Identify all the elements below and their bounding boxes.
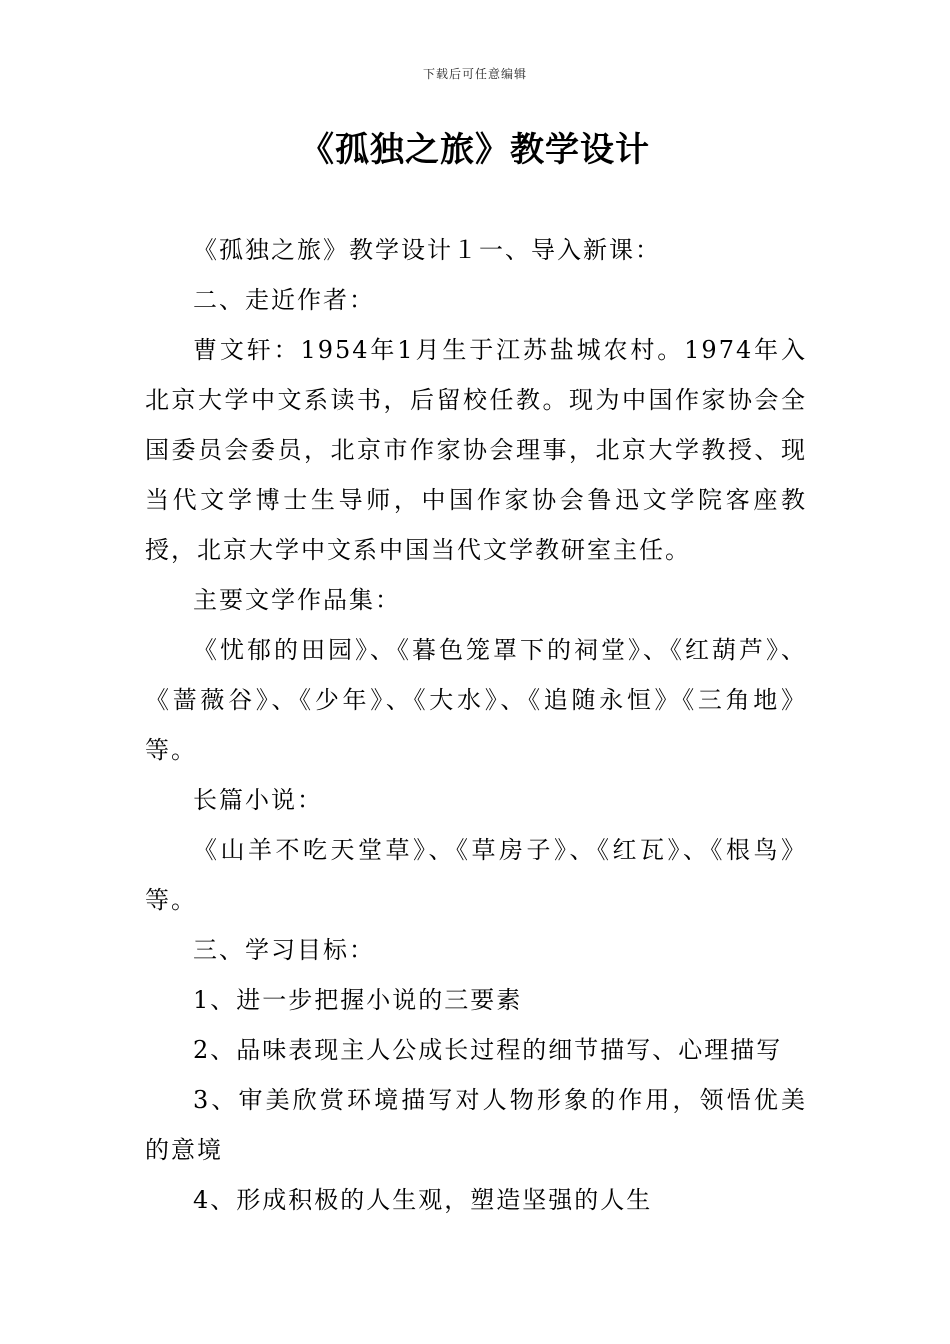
paragraph-novels-heading: 长篇小说： [193, 786, 323, 814]
paragraph-works-list: 《忧郁的田园》、《暮色笼罩下的祠堂》、《红葫芦》、《蔷薇谷》、《少年》、《大水》、《追随永恒》《三角地》等。 [145, 636, 807, 764]
document-title: 《孤独之旅》教学设计 [300, 130, 650, 170]
paragraph-author-bio: 曹文轩：1954年1月生于江苏盐城农村。1974年入北京大学中文系读书，后留校任教。现为中国作家协会全国委员会委员，北京市作家协会理事，北京大学教授、现当代文学博士生导师，中国作家协会鲁迅文学院客座教授，北京大学中文系中国当代文学教研室主任。 [145, 336, 807, 564]
page-header: 下载后可任意编辑 [422, 67, 527, 81]
paragraph-goal-3: 3、审美欣赏环境描写对人物形象的作用，领悟优美的意境 [145, 1086, 807, 1164]
paragraph-novels-list: 《山羊不吃天堂草》、《草房子》、《红瓦》、《根鸟》等。 [145, 836, 807, 914]
paragraph-goal-2: 2、品味表现主人公成长过程的细节描写、心理描写 [193, 1036, 783, 1064]
paragraph-intro: 《孤独之旅》教学设计１一、导入新课： [193, 236, 661, 264]
paragraph-goals-heading: 三、学习目标： [193, 936, 375, 964]
paragraph-goal-1: 1、进一步把握小说的三要素 [193, 986, 523, 1014]
paragraph-section-author: 二、走近作者： [193, 286, 375, 314]
paragraph-goal-4: 4、形成积极的人生观，塑造坚强的人生 [193, 1186, 653, 1214]
paragraph-works-heading: 主要文学作品集： [193, 586, 401, 614]
document-body [145, 225, 807, 1225]
